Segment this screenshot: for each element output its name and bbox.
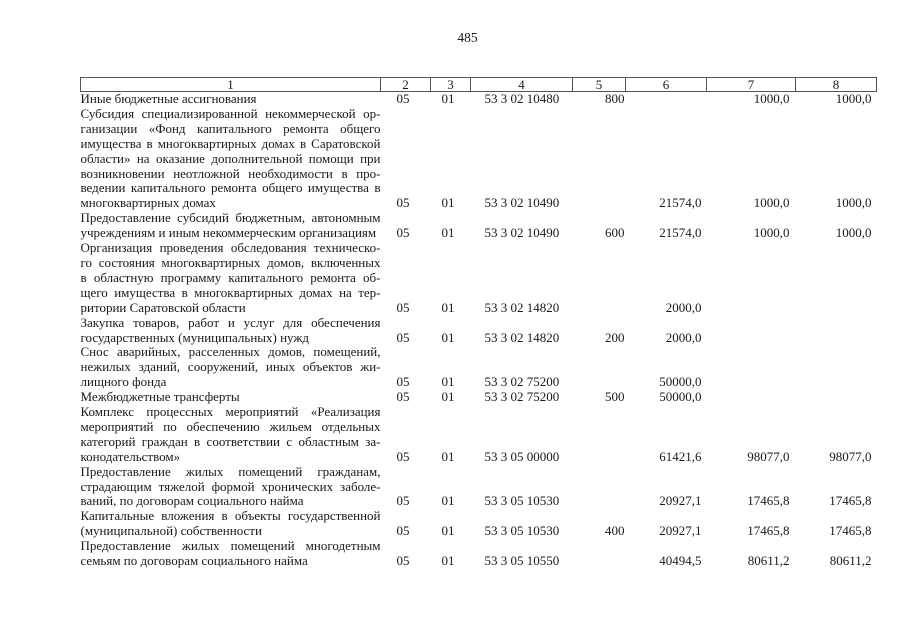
amount-col7 [707,345,796,390]
expense-type-code [573,345,626,390]
target-article-code: 53 3 05 10530 [484,523,560,539]
description-line: ведении капитального ремонта общего имущества в [80,180,381,196]
column-header: 5 [573,78,626,92]
expense-type-code [573,539,626,569]
row-description [81,92,381,107]
amount-col7: 98077,0 [747,448,790,464]
amount-col7: 1000,0 [753,225,790,241]
description-line: щего имущества в многоквартирных домах на тер- [80,284,381,300]
table-row [81,92,877,107]
section-code: 05 [396,523,410,539]
expense-type-code: 600 [605,225,625,241]
amount-col6 [626,92,707,107]
description-line: имущества в многоквартирных домах в Саратовской [80,135,381,151]
description-line: семьям по договорам социального найма [80,553,308,569]
page-number: 485 [457,30,478,45]
header-row [81,78,877,92]
description-line: Капитальные вложения в объекты государственной [80,508,381,524]
column-header: 2 [381,78,431,92]
amount-col7 [707,390,796,405]
row-description [81,241,381,316]
description-line: Предоставление жилых помещений многодетным [80,538,381,554]
row-description [81,316,381,346]
description-line: в областную программу капитального ремонта об- [80,269,381,285]
amount-col7 [707,316,796,346]
description-line: Межбюджетные трансферты [80,389,240,405]
column-header: 1 [81,78,381,92]
description-line: Организация проведения обследования техническо- [80,240,381,256]
amount-col8 [796,345,877,390]
target-article-code: 53 3 02 14820 [484,329,560,345]
amount-col7: 17465,8 [747,523,790,539]
table-row [81,465,877,510]
subsection-code: 01 [441,389,455,405]
table-row [81,345,877,390]
row-description [81,465,381,510]
amount-col6: 61421,6 [659,448,702,464]
description-line: учреждениям и иным некоммерческим организациям [80,225,377,241]
description-line: ритории Саратовской области [80,299,246,315]
row-description [81,390,381,405]
expense-type-code: 200 [605,329,625,345]
description-line: категорий граждан в соответствии с областным за- [80,433,381,449]
amount-col6: 21574,0 [659,195,702,211]
row-description [81,509,381,539]
table-row [81,390,877,405]
target-article-code: 53 3 05 10550 [484,553,560,569]
section-code: 05 [396,195,410,211]
expense-type-code [573,241,626,316]
section-code: 05 [396,91,410,106]
subsection-code: 01 [441,91,455,106]
amount-col8: 17465,8 [829,523,872,539]
section-code: 05 [396,493,410,509]
description-line: Субсидия специализированной некоммерческой ор- [80,105,381,121]
amount-col7: 17465,8 [747,493,790,509]
subsection-code: 01 [441,553,455,569]
description-line: государственных (муниципальных) нужд [80,329,309,345]
row-description [81,107,381,211]
amount-col6: 2000,0 [665,329,702,345]
description-line: (муниципальной) собственности [80,523,262,539]
description-line: лищного фонда [80,374,167,390]
target-article-code: 53 3 02 10480 [484,91,560,106]
amount-col8: 1000,0 [835,225,872,241]
table-row [81,539,877,569]
description-line: мероприятий по обеспечению жильем отдельных [80,418,381,434]
expense-type-code [573,405,626,465]
amount-col6: 40494,5 [659,553,702,569]
amount-col8 [796,241,877,316]
row-description [81,345,381,390]
amount-col6: 50000,0 [659,374,702,390]
target-article-code: 53 3 05 00000 [484,448,560,464]
section-code: 05 [396,329,410,345]
amount-col6: 20927,1 [659,523,702,539]
amount-col7: 80611,2 [747,553,790,569]
amount-col6: 21574,0 [659,225,702,241]
table-row [81,405,877,465]
amount-col6: 2000,0 [665,299,702,315]
description-line: Закупка товаров, работ и услуг для обеспечения [80,314,381,330]
amount-col8: 17465,8 [829,493,872,509]
table-row [81,316,877,346]
description-line: Предоставление субсидий бюджетным, автономным [80,210,381,226]
subsection-code: 01 [441,523,455,539]
table-row [81,509,877,539]
row-description [81,539,381,569]
section-code: 05 [396,553,410,569]
expense-type-code: 500 [605,389,625,405]
amount-col6: 50000,0 [659,389,702,405]
target-article-code: 53 3 02 75200 [484,374,560,390]
amount-col8: 1000,0 [835,195,872,211]
description-line: страдающим тяжелой формой хронических заболе- [80,478,381,494]
amount-col7: 1000,0 [753,195,790,211]
target-article-code: 53 3 05 10530 [484,493,560,509]
row-description [81,211,381,241]
amount-col8 [796,390,877,405]
section-code: 05 [396,225,410,241]
amount-col8: 98077,0 [829,448,872,464]
budget-table [80,77,877,569]
table-row [81,211,877,241]
subsection-code: 01 [441,329,455,345]
section-code: 05 [396,374,410,390]
description-line: го состояния многоквартирных домов, включенных [80,254,381,270]
column-header: 4 [471,78,573,92]
section-code: 05 [396,448,410,464]
target-article-code: 53 3 02 14820 [484,299,560,315]
section-code: 05 [396,299,410,315]
expense-type-code [573,107,626,211]
column-header: 6 [626,78,707,92]
subsection-code: 01 [441,493,455,509]
amount-col7: 1000,0 [753,91,790,106]
expense-type-code: 400 [605,523,625,539]
description-line: Комплекс процессных мероприятий «Реализация [80,404,381,420]
subsection-code: 01 [441,448,455,464]
description-line: ганизации «Фонд капитального ремонта общего [80,120,381,136]
description-line: нежилых зданий, сооружений, иных объектов жи- [80,359,381,375]
description-line: Предоставление жилых помещений гражданам, [80,463,381,479]
subsection-code: 01 [441,225,455,241]
section-code: 05 [396,389,410,405]
target-article-code: 53 3 02 10490 [484,225,560,241]
description-line: области» на оказание дополнительной помощи при [80,150,381,166]
target-article-code: 53 3 02 75200 [484,389,560,405]
amount-col6: 20927,1 [659,493,702,509]
column-header: 3 [431,78,471,92]
description-line: Снос аварийных, расселенных домов, помещений, [80,344,381,360]
description-line: Иные бюджетные ассигнования [80,91,257,106]
amount-col8: 1000,0 [835,91,872,106]
amount-col7 [707,241,796,316]
subsection-code: 01 [441,195,455,211]
target-article-code: 53 3 02 10490 [484,195,560,211]
subsection-code: 01 [441,299,455,315]
expense-type-code: 800 [605,91,625,106]
table-row [81,107,877,211]
amount-col8 [796,316,877,346]
column-header: 8 [796,78,877,92]
amount-col8: 80611,2 [829,553,872,569]
column-header: 7 [707,78,796,92]
description-line: конодательством» [80,448,181,464]
table-row [81,241,877,316]
expense-type-code [573,465,626,510]
row-description [81,405,381,465]
description-line: возникновении неотложной необходимости в про- [80,165,381,181]
subsection-code: 01 [441,374,455,390]
description-line: ваний, по договорам социального найма [80,493,304,509]
description-line: многоквартирных домах [80,195,216,211]
